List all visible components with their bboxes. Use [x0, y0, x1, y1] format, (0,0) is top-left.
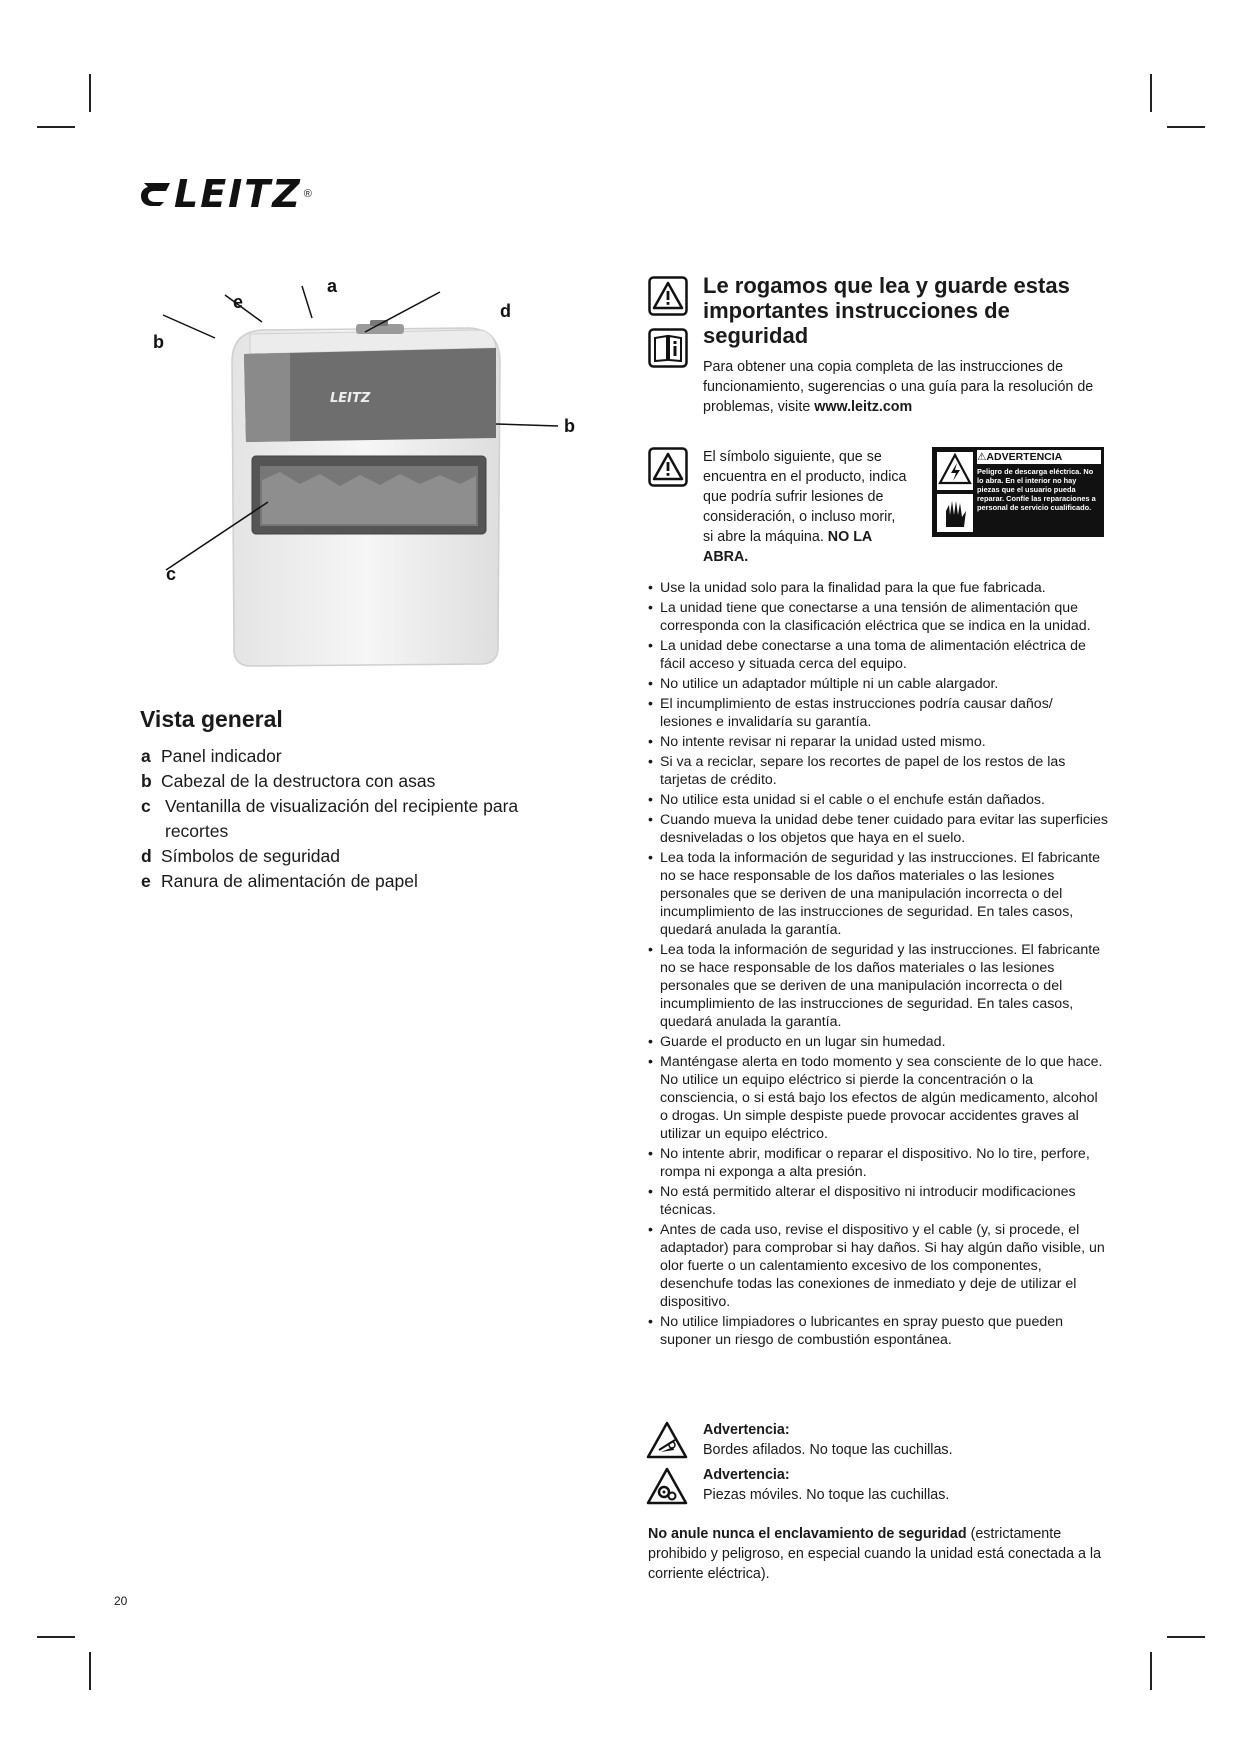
do-not-open-text: NO LA ABRA. [703, 529, 872, 565]
warning-label-title [977, 450, 1101, 464]
callout-e: e [233, 292, 244, 312]
safety-intro [703, 357, 1103, 417]
part-letter: b [141, 771, 152, 791]
interlock-note [648, 1524, 1108, 1584]
warning-text: Piezas móviles. No toque las cuchillas. [703, 1487, 950, 1503]
safety-bullet: • Antes de cada uso, revise el dispositivo y el cable (y, si procede, el adaptador) para comprobar si hay daños. Si hay algún daño visible, un olor fuerte o un calentamiento excesivo de los componentes, desenchufe todas las conexiones de inmediato y deje de utilizar el dispositivo. [648, 1221, 1108, 1311]
parts-list-item [141, 869, 561, 894]
parts-list-item [141, 844, 561, 869]
parts-list [141, 744, 561, 894]
safety-bullet: • El incumplimiento de estas instrucciones podría causar daños/ lesiones e invalidaría su garantía. [648, 695, 1108, 731]
safety-bullet: • Lea toda la información de seguridad y las instrucciones. El fabricante no se hace responsable de los daños materiales o las lesiones personales que se deriven de una manipulación incorrecta o del incumplimiento de las instrucciones de seguridad. En tales casos, quedará anulada la garantía. [648, 941, 1108, 1031]
warning-sharp-edges [703, 1420, 1103, 1460]
safety-intro-text: Para obtener una copia completa de las instrucciones de funcionamiento, sugerencias o una guía para la resolución de problemas, visite [703, 359, 1094, 415]
part-letter: e [141, 871, 151, 891]
leitz-logo [140, 172, 312, 216]
safety-bullet: • Use la unidad solo para la finalidad para la que fue fabricada. [648, 579, 1108, 597]
part-letter: c [141, 796, 151, 816]
safety-bullet: • No está permitido alterar el dispositivo ni introducir modificaciones técnicas. [648, 1183, 1108, 1219]
shredder-figure [140, 270, 600, 710]
moving-parts-warning-icon [645, 1466, 689, 1506]
callout-c: c [166, 564, 177, 584]
warning-triangle-icon [648, 276, 688, 316]
warning-label-body: Peligro de descarga eléctrica. No lo abra. En el interior no hay piezas que el usuario pueda reparar. Confíe las reparaciones a personal de servicio cualificado. [977, 467, 1096, 512]
part-letter: a [141, 746, 151, 766]
warning-title: Advertencia: [703, 1467, 790, 1483]
crop-mark [89, 1652, 91, 1690]
warning-label [932, 447, 1104, 537]
page-number: 20 [114, 1594, 128, 1608]
leitz-website-link[interactable]: www.leitz.com [814, 399, 913, 415]
hand-hazard-icon [936, 493, 974, 533]
crop-mark [37, 126, 75, 128]
device-logo-text: LEITZ [330, 391, 371, 406]
electric-shock-icon [936, 451, 974, 491]
crop-mark [1150, 1652, 1152, 1690]
overview-title: Vista general [140, 706, 283, 732]
safety-bullet: • La unidad debe conectarse a una toma de alimentación eléctrica de fácil acceso y situada cerca del equipo. [648, 637, 1108, 673]
crop-mark [37, 1636, 75, 1638]
part-description: Ventanilla de visualización del recipiente para recortes [165, 796, 519, 841]
registered-mark: ® [303, 188, 312, 200]
safety-bullet: • No utilice esta unidad si el cable o el enchufe están dañados. [648, 791, 1108, 809]
safety-heading: Le rogamos que lea y guarde estas importantes instrucciones de seguridad [703, 273, 1070, 348]
parts-list-item [141, 794, 561, 844]
crop-mark [89, 74, 91, 112]
safety-bullet: • No intente revisar ni reparar la unidad usted mismo. [648, 733, 1108, 751]
warning-title: Advertencia: [703, 1422, 790, 1438]
callout-d: d [500, 301, 511, 321]
part-description: Panel indicador [161, 746, 282, 766]
parts-list-item [141, 744, 561, 769]
safety-bullet: • Si va a reciclar, separe los recortes de papel de los restos de las tarjetas de crédito. [648, 753, 1108, 789]
safety-bullet: • No utilice limpiadores o lubricantes en spray puesto que pueden suponer un riesgo de combustión espontánea. [648, 1313, 1108, 1349]
symbol-explanation [703, 447, 908, 567]
part-description: Símbolos de seguridad [161, 846, 340, 866]
safety-bullet-list [648, 579, 1108, 1351]
crop-mark [1167, 1636, 1205, 1638]
warning-text: Bordes afilados. No toque las cuchillas. [703, 1442, 953, 1458]
leitz-logo-mark [140, 179, 174, 209]
interlock-note-text: (estrictamente prohibido y peligroso, en especial cuando la unidad está conectada a la corriente eléctrica). [648, 1526, 1102, 1582]
parts-list-item [141, 769, 561, 794]
safety-bullet: • Guarde el producto en un lugar sin humedad. [648, 1033, 1108, 1051]
warning-label-triangle-icon: ⚠ [977, 451, 987, 463]
part-description: Ranura de alimentación de papel [161, 871, 418, 891]
crop-mark [1167, 126, 1205, 128]
part-letter: d [141, 846, 152, 866]
safety-bullet: • Cuando mueva la unidad debe tener cuidado para evitar las superficies desniveladas o los objetos que haya en el suelo. [648, 811, 1108, 847]
warning-triangle-icon [648, 447, 688, 487]
part-description: Cabezal de la destructora con asas [161, 771, 436, 791]
safety-bullet: • No intente abrir, modificar o reparar el dispositivo. No lo tire, perfore, rompa ni exponga a alta presión. [648, 1145, 1108, 1181]
shredder-illustration [140, 270, 600, 710]
callout-b-right: b [564, 416, 575, 436]
warning-label-title-text: ADVERTENCIA [986, 451, 1063, 463]
logo-text: LEITZ [174, 172, 302, 216]
callout-b-left: b [153, 332, 164, 352]
interlock-note-bold: No anule nunca el enclavamiento de seguridad [648, 1526, 967, 1542]
callout-a: a [327, 276, 338, 296]
safety-bullet: • Manténgase alerta en todo momento y sea consciente de lo que hace. No utilice un equipo eléctrico si pierde la concentración o la consciencia, o si está bajo los efectos de algún medicamento, alcohol o drogas. Un simple despiste puede provocar accidentes graves al utilizar un equipo eléctrico. [648, 1053, 1108, 1143]
manual-info-icon [648, 328, 688, 368]
symbol-explanation-text: El símbolo siguiente, que se encuentra en el producto, indica que podría sufrir lesiones de consideración, o incluso morir, si abre la máquina. [703, 449, 907, 545]
crop-mark [1150, 74, 1152, 112]
warning-moving-parts [703, 1465, 1103, 1505]
safety-bullet: • No utilice un adaptador múltiple ni un cable alargador. [648, 675, 1108, 693]
safety-bullet: • La unidad tiene que conectarse a una tensión de alimentación que corresponda con la clasificación eléctrica que se indica en la unidad. [648, 599, 1108, 635]
safety-bullet: • Lea toda la información de seguridad y las instrucciones. El fabricante no se hace responsable de los daños materiales o las lesiones personales que se deriven de una manipulación incorrecta o del incumplimiento de las instrucciones de seguridad. En tales casos, quedará anulada la garantía. [648, 849, 1108, 939]
sharp-edges-warning-icon [645, 1420, 689, 1460]
